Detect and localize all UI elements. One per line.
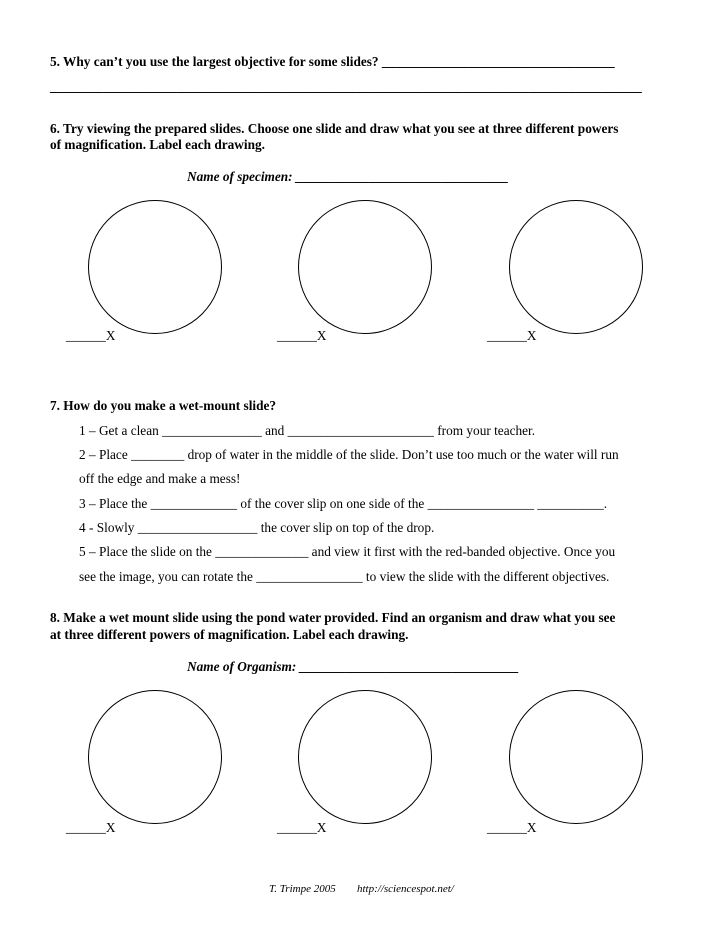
q7-step: 1 – Get a clean _______________ and ______________________ from your teacher.: [79, 423, 536, 438]
q7-step: 4 - Slowly __________________ the cover slip on top of the drop.: [79, 520, 435, 535]
q7-step: 2 – Place ________ drop of water in the middle of the slide. Don’t use too much or the water will run: [79, 447, 619, 462]
drawing-circle: [88, 200, 222, 334]
magnification-label: ______X: [277, 820, 327, 835]
q5-line-1: 5. Why can’t you use the largest objective for some slides? ___________________________________: [50, 54, 615, 69]
q8-line-2: at three different powers of magnification. Label each drawing.: [50, 627, 409, 642]
q6-line-1: 6. Try viewing the prepared slides. Choose one slide and draw what you see at three different powers: [50, 121, 619, 136]
q8-line-1: 8. Make a wet mount slide using the pond water provided. Find an organism and draw what you see: [50, 610, 616, 625]
drawing-circle: [88, 690, 222, 824]
q7-step: see the image, you can rotate the ________________ to view the slide with the different objectives.: [79, 569, 610, 584]
magnification-label: ______X: [487, 328, 537, 343]
drawing-circle: [298, 690, 432, 824]
magnification-label: ______X: [487, 820, 537, 835]
drawing-circle: [509, 690, 643, 824]
magnification-label: ______X: [277, 328, 327, 343]
footer-url: http://sciencespot.net/: [357, 883, 454, 895]
magnification-label: ______X: [66, 820, 116, 835]
q7-step: off the edge and make a mess!: [79, 471, 241, 486]
q7-title: 7. How do you make a wet-mount slide?: [50, 398, 277, 413]
q7-step: 3 – Place the _____________ of the cover slip on one side of the ________________ __________.: [79, 496, 608, 511]
footer-author: T. Trimpe 2005: [269, 883, 336, 895]
drawing-circle: [298, 200, 432, 334]
q6-line-2: of magnification. Label each drawing.: [50, 137, 265, 152]
drawing-circle: [509, 200, 643, 334]
organism-name-line: Name of Organism: _________________________________: [187, 659, 520, 674]
specimen-name-line: Name of specimen: ________________________________: [187, 169, 509, 184]
magnification-label: ______X: [66, 328, 116, 343]
q5-answer-line: _________________________________________________________________________________________: [50, 79, 642, 94]
q7-step: 5 – Place the slide on the ______________ and view it first with the red-banded objective. Once you: [79, 544, 616, 559]
